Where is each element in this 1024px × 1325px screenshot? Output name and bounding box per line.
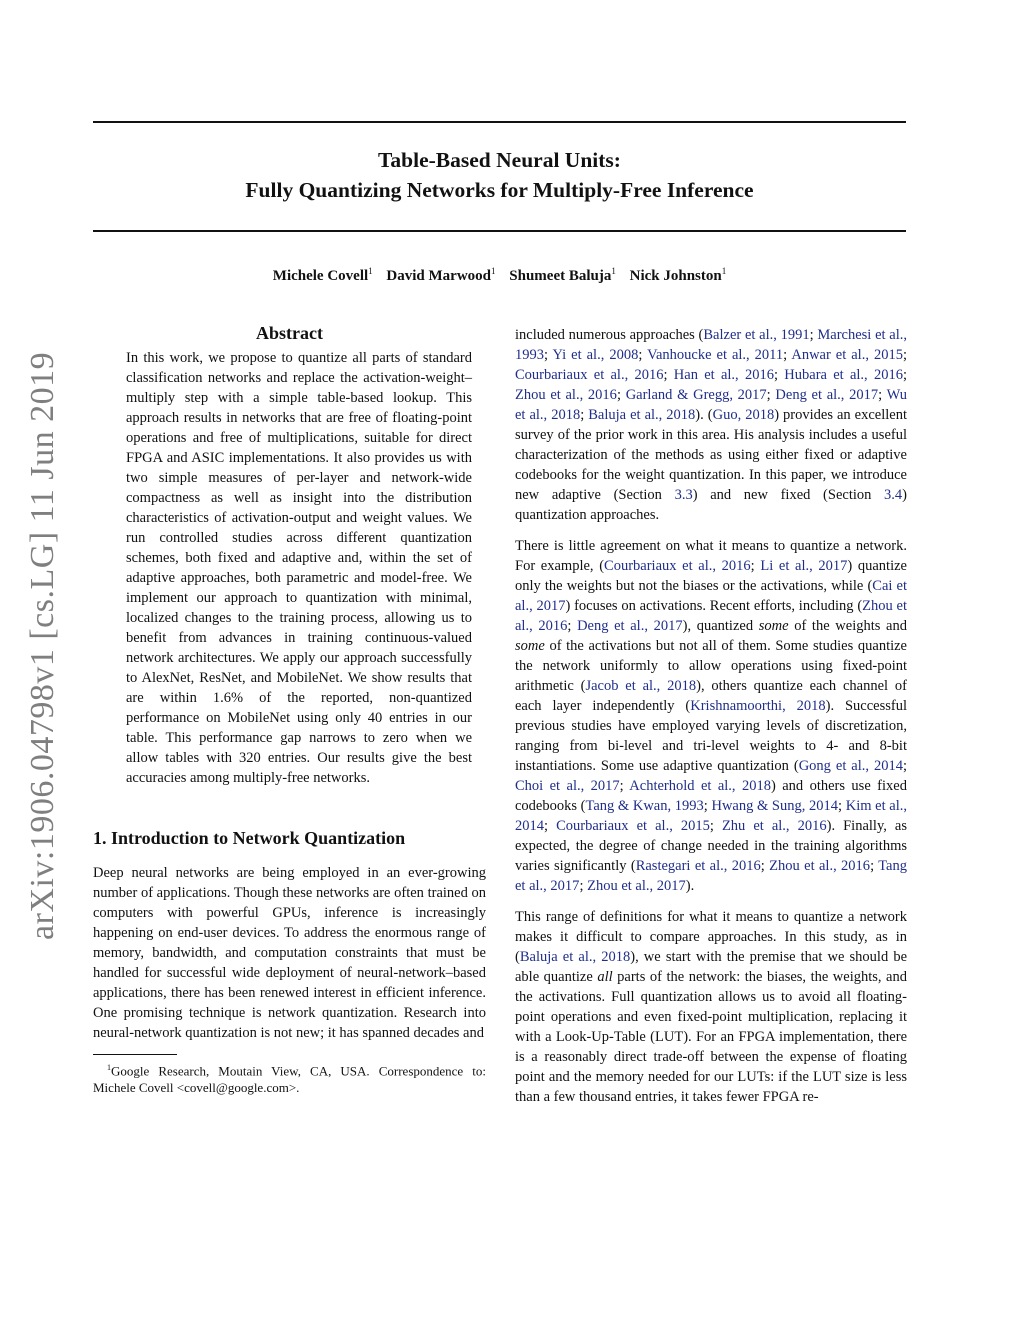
author: [630, 268, 727, 284]
arxiv-identifier: arXiv:1906.04798v1 [cs.LG] 11 Jun 2019: [24, 351, 61, 940]
citation-link[interactable]: Guo, 2018: [712, 407, 775, 423]
citation-link[interactable]: Zhou et al., 2017: [587, 878, 686, 894]
text-run: ;: [709, 818, 722, 834]
footnote-rule: [93, 1054, 177, 1055]
citation-link[interactable]: Jacob et al., 2018: [585, 678, 697, 694]
author-affiliation: 1: [491, 266, 496, 276]
abstract-text: In this work, we propose to quantize all parts of standard classification networks and replace the activation-weight–multiply step with a simple table-based lookup. This approach results in networks that are free of floating-point operations and free of multiplications, suitable for direct FPGA and ASIC implementations. It also provides us with two simple measures of per-layer and network-wide compactness as well as insight into the distribution characteristics of activation-output and weight values. We run controlled studies across different quantization schemes, both fixed and adaptive and, within the set of adaptive approaches, both parametric and model-free. We implement our approach to quantization with minimal, localized changes to the training process, allowing us to benefit from advances in training continuous-valued network architectures. We apply our approach successfully to AlexNet, ResNet, and MobileNet. We show results that are within 1.6% of the reported, non-quantized performance on MobileNet using only 40 entries in our table. This performance gap narrows to zero when we allow tables with 320 entries. Our results give the best accuracies among multiply-free networks.: [126, 350, 472, 786]
citation-link[interactable]: Gong et al., 2014: [798, 758, 903, 774]
text-run: of the activations but not all of them. Some studies quantize the network uniformly to allow operations using fixed-point arithmetic (: [515, 638, 907, 694]
section-link[interactable]: 3.3: [674, 487, 693, 503]
text-run: ;: [766, 387, 776, 403]
author-affiliation: 1: [721, 266, 727, 276]
title-rule-top: [93, 121, 906, 123]
citation-link[interactable]: Marchesi et al., 1993: [515, 327, 907, 363]
abstract-heading: Abstract: [256, 323, 323, 343]
author-list: [93, 266, 906, 285]
text-run: ;: [619, 778, 630, 794]
text-run: ;: [750, 558, 761, 574]
text-run: ;: [579, 878, 588, 894]
text-run: This range of definitions for what it means to quantize a network makes it difficult to compare approaches. In this study, as in (: [515, 909, 907, 965]
text-run: ). Successful previous studies have employed varying levels of discretization, ranging from bi-level and tri-level weights to 4- and 8-bit instantiations. Some use adaptive quantization (: [515, 698, 907, 774]
text-run: ). Finally, as expected, the degree of change needed in the training algorithms varies significantly (: [515, 818, 907, 874]
citation-link[interactable]: Baluja et al., 2018: [519, 949, 631, 965]
citation-link[interactable]: Courbariaux et al., 2016: [515, 367, 664, 383]
text-run: ), quantized: [682, 618, 759, 634]
intro-paragraph: Deep neural networks are being employed in an ever-growing number of applications. Though these networks are often trained on computers with powerful GPUs, inference is increasingly happening on end-user devices. To address the enormous range of memory, bandwidth, and computation constraints that must be handled for successful wide deployment of neural-network–based applications, there has been renewed interest in efficient inference. One promising technique is network quantization. Research into neural-network quantization is not new; it has spanned decades and: [93, 865, 486, 1041]
text-run: ).: [685, 878, 695, 894]
left-column: [93, 320, 486, 1096]
text-run: ;: [838, 798, 846, 814]
text-run: ;: [638, 347, 648, 363]
text-run: ). (: [695, 407, 713, 423]
text-run: parts of the network: the biases, the weights, and the activations. Full quantization allows us to avoid all floating-point operations and even fixed-point multiplication, replacing it with a Look-Up-Table (LUT). For an FPGA implementation, there is a reasonably direct trade-off between the expense of floating point and the memory needed for our LUTs: if the LUT size is less than a few thousand entries, it takes fewer FPGA re-: [515, 969, 907, 1105]
citation-link[interactable]: Courbariaux et al., 2015: [556, 818, 710, 834]
title-rule-bottom: [93, 230, 906, 232]
section-link[interactable]: 3.4: [884, 487, 903, 503]
text-run: ;: [544, 347, 553, 363]
citation-link[interactable]: Zhu et al., 2016: [721, 818, 827, 834]
author-affiliation: 1: [611, 266, 616, 276]
footnote: [93, 1059, 486, 1096]
title-line-2: Fully Quantizing Networks for Multiply-Free Inference: [245, 178, 754, 202]
citation-link[interactable]: Cai et al., 2017: [515, 578, 907, 614]
citation-link[interactable]: Rastegari et al., 2016: [635, 858, 761, 874]
text-run: ;: [703, 798, 712, 814]
full-quantization-paragraph: [515, 907, 907, 1107]
emphasis: some: [515, 638, 545, 654]
emphasis: all: [597, 969, 613, 985]
text-run: ;: [783, 347, 792, 363]
title-line-1: Table-Based Neural Units:: [378, 148, 621, 172]
author: [386, 268, 495, 284]
author-name: David Marwood: [386, 268, 492, 284]
citation-link[interactable]: Courbariaux et al., 2016: [604, 558, 751, 574]
text-run: included numerous approaches (: [515, 327, 704, 343]
footnote-mark: 1: [107, 1063, 111, 1072]
text-run: ;: [902, 758, 907, 774]
text-run: ), we start with the premise that we should be able quantize: [515, 949, 908, 985]
text-run: ;: [902, 367, 907, 383]
text-run: ;: [760, 858, 770, 874]
text-run: ;: [878, 387, 887, 403]
author-name: Nick Johnston: [629, 268, 722, 284]
text-run: There is little agreement on what it means to quantize a network. For example, (: [515, 538, 907, 574]
text-run: ) provides an excellent survey of the prior work in this area. His analysis includes a useful characterization of the methods as using either fixed or adaptive codebooks for the weight quantization. In this paper, we introduce new adaptive (Section: [515, 407, 907, 503]
section-heading-introduction: 1. Introduction to Network Quantization: [93, 828, 406, 848]
citation-link[interactable]: Deng et al., 2017: [577, 618, 683, 634]
footnote-text: Google Research, Moutain View, CA, USA. Correspondence to: Michele Covell <covell@google.com>.: [93, 1063, 486, 1096]
citation-link[interactable]: Achterhold et al., 2018: [629, 778, 771, 794]
text-run: ;: [809, 327, 818, 343]
text-run: ;: [580, 407, 589, 423]
citation-link[interactable]: Hubara et al., 2016: [784, 367, 903, 383]
citation-link[interactable]: Kim et al., 2014: [515, 798, 907, 834]
citation-link[interactable]: Zhou et al., 2016: [515, 387, 617, 403]
author: [273, 268, 373, 284]
text-run: ), others quantize each channel of each layer independently (: [515, 678, 907, 714]
text-run: ;: [773, 367, 785, 383]
citation-link[interactable]: Wu et al., 2018: [515, 387, 907, 423]
citation-link[interactable]: Zhou et al., 2016: [515, 598, 907, 634]
text-run: of the weights and: [788, 618, 907, 634]
citation-link[interactable]: Anwar et al., 2015: [791, 347, 903, 363]
text-run: ;: [544, 818, 557, 834]
text-run: ;: [616, 387, 626, 403]
quantization-definitions-paragraph: [515, 536, 907, 896]
text-run: ) quantization approaches.: [515, 487, 907, 523]
citation-link[interactable]: Garland & Gregg, 2017: [625, 387, 767, 403]
citation-link[interactable]: Krishnamoorthi, 2018: [690, 698, 826, 714]
text-run: ;: [902, 347, 907, 363]
text-run: ) and new fixed (Section: [692, 487, 885, 503]
citation-link[interactable]: Han et al., 2016: [673, 367, 774, 383]
text-run: ) quantize only the weights but not the biases or the activations, while (: [515, 558, 907, 594]
right-column: [515, 325, 907, 1118]
citation-link[interactable]: Yi et al., 2008: [552, 347, 639, 363]
author-affiliation: 1: [368, 266, 373, 276]
citation-link[interactable]: Vanhoucke et al., 2011: [647, 347, 784, 363]
related-work-paragraph: [515, 325, 907, 525]
paper-title: [93, 145, 906, 205]
emphasis: some: [758, 618, 789, 634]
author-name: Shumeet Baluja: [509, 268, 612, 284]
citation-link[interactable]: Deng et al., 2017: [775, 387, 879, 403]
citation-link[interactable]: Balzer et al., 1991: [703, 327, 810, 343]
citation-link[interactable]: Zhou et al., 2016: [769, 858, 871, 874]
citation-link[interactable]: Tang & Kwan, 1993: [585, 798, 704, 814]
author-name: Michele Covell: [272, 268, 369, 284]
citation-link[interactable]: Li et al., 2017: [760, 558, 848, 574]
author: [509, 268, 616, 284]
citation-link[interactable]: Choi et al., 2017: [515, 778, 620, 794]
citation-link[interactable]: Baluja et al., 2018: [588, 407, 696, 423]
text-run: ;: [567, 618, 578, 634]
text-run: ) and others use fixed codebooks (: [515, 778, 907, 814]
citation-link[interactable]: Hwang & Sung, 2014: [711, 798, 839, 814]
text-run: ;: [663, 367, 674, 383]
citation-link[interactable]: Tang et al., 2017: [515, 858, 907, 894]
text-run: ) focuses on activations. Recent efforts, including (: [565, 598, 863, 614]
text-run: ;: [870, 858, 879, 874]
